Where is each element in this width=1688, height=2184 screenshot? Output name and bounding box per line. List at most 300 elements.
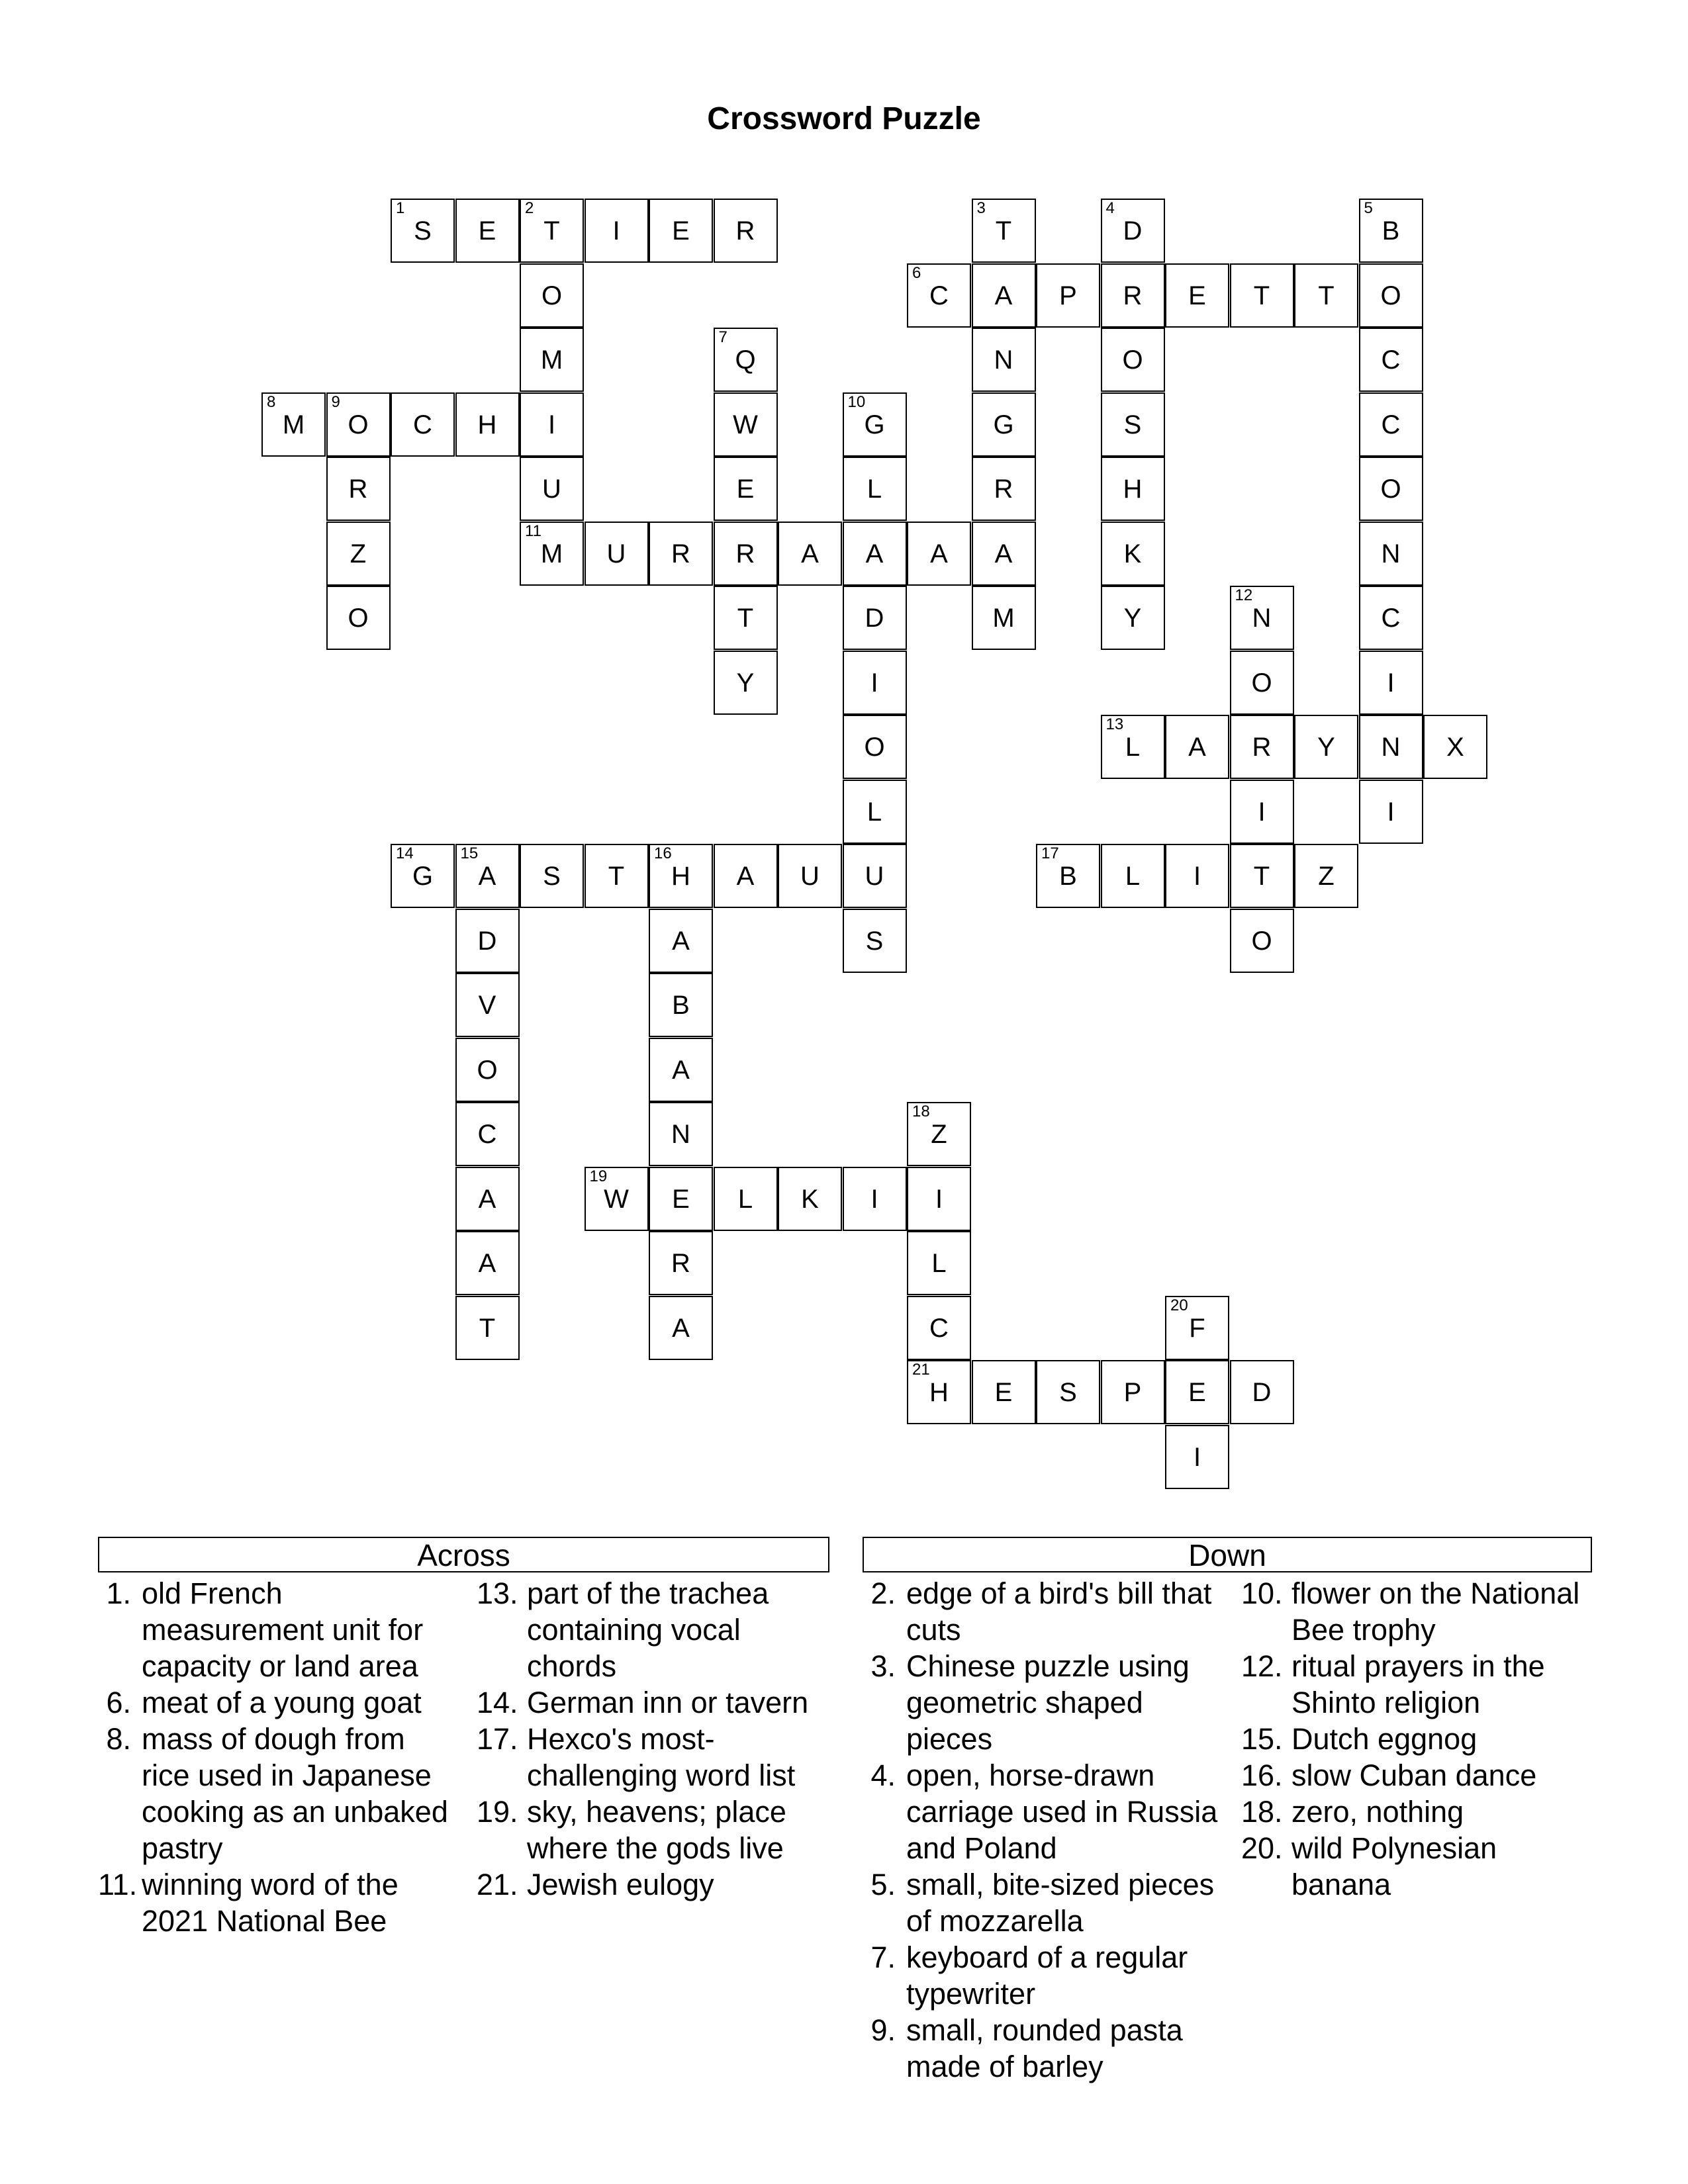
cell-letter: G bbox=[993, 410, 1014, 439]
cell-letter: L bbox=[931, 1249, 947, 1278]
clue-number: 14 bbox=[396, 844, 414, 862]
cell-letter: U bbox=[606, 539, 626, 569]
across-clue bbox=[98, 1866, 455, 1939]
cell-letter: A bbox=[865, 539, 884, 569]
down-clue bbox=[1241, 1830, 1599, 1903]
clue-number: 17 bbox=[1041, 844, 1059, 862]
clue-text: winning word of the 2021 National Bee bbox=[142, 1868, 399, 1938]
cell-letter: C bbox=[413, 410, 432, 439]
grid-cell[interactable] bbox=[455, 1231, 520, 1295]
grid-cell[interactable] bbox=[972, 457, 1036, 521]
grid-cell[interactable] bbox=[520, 457, 584, 521]
grid-cell[interactable] bbox=[649, 199, 713, 263]
grid-cell[interactable] bbox=[585, 1167, 649, 1231]
grid-cell[interactable] bbox=[649, 1167, 713, 1231]
grid-cell[interactable] bbox=[843, 844, 907, 908]
cell-letter: T bbox=[543, 216, 560, 246]
grid-cell[interactable] bbox=[972, 199, 1036, 263]
clue-number: 19 bbox=[589, 1167, 608, 1185]
grid-cell[interactable] bbox=[1165, 715, 1229, 779]
cell-letter: K bbox=[1123, 539, 1142, 569]
clue-num: 17. bbox=[477, 1722, 518, 1756]
cell-letter: O bbox=[477, 1055, 498, 1085]
cell-letter: P bbox=[1059, 281, 1077, 310]
cell-letter: Y bbox=[736, 668, 755, 698]
cell-letter: F bbox=[1189, 1313, 1205, 1343]
grid-cell[interactable] bbox=[1101, 1360, 1165, 1424]
grid-cell[interactable] bbox=[972, 586, 1036, 650]
across-clue bbox=[477, 1721, 834, 1794]
cell-letter: B bbox=[672, 991, 690, 1020]
grid-cell[interactable] bbox=[1101, 844, 1165, 908]
clue-text: slow Cuban dance bbox=[1291, 1758, 1537, 1792]
grid-cell[interactable] bbox=[1230, 909, 1294, 973]
cell-letter: I bbox=[612, 216, 620, 246]
clue-num: 12. bbox=[1241, 1649, 1283, 1683]
cell-letter: Y bbox=[1317, 733, 1335, 762]
cell-letter: R bbox=[1252, 733, 1272, 762]
clue-text: sky, heavens; place where the gods live bbox=[527, 1795, 786, 1865]
clue-num: 3. bbox=[870, 1649, 896, 1683]
cell-letter: D bbox=[1252, 1378, 1272, 1407]
grid-cell[interactable] bbox=[1359, 780, 1423, 844]
grid-cell[interactable] bbox=[391, 199, 455, 263]
grid-cell[interactable] bbox=[907, 522, 971, 586]
clue-number: 1 bbox=[396, 199, 405, 217]
cell-letter: T bbox=[1253, 862, 1270, 891]
grid-cell[interactable] bbox=[843, 909, 907, 973]
clue-num: 9. bbox=[870, 2013, 896, 2047]
clue-number: 16 bbox=[654, 844, 672, 862]
down-clue bbox=[863, 2012, 1220, 2085]
clue-text: part of the trachea containing vocal chords bbox=[527, 1576, 769, 1683]
across-clue bbox=[98, 1721, 455, 1866]
grid-cell[interactable] bbox=[1359, 199, 1423, 263]
cell-letter: O bbox=[348, 410, 369, 439]
grid-cell[interactable] bbox=[649, 522, 713, 586]
clue-number: 6 bbox=[912, 263, 921, 282]
grid-cell[interactable] bbox=[1101, 522, 1165, 586]
across-clue bbox=[477, 1575, 834, 1684]
grid-cell[interactable] bbox=[714, 457, 778, 521]
grid-cell[interactable] bbox=[843, 522, 907, 586]
grid-cell[interactable] bbox=[1101, 328, 1165, 392]
cell-letter: M bbox=[540, 345, 563, 375]
cell-letter: H bbox=[929, 1378, 949, 1407]
grid-cell[interactable] bbox=[1101, 199, 1165, 263]
cell-letter: D bbox=[865, 604, 884, 633]
grid-cell[interactable] bbox=[261, 392, 326, 457]
grid-cell[interactable] bbox=[455, 973, 520, 1037]
cell-letter: E bbox=[1188, 281, 1206, 310]
grid-cell[interactable] bbox=[455, 844, 520, 908]
grid-cell[interactable] bbox=[714, 392, 778, 457]
cell-letter: E bbox=[478, 216, 496, 246]
cell-letter: D bbox=[1123, 216, 1143, 246]
cell-letter: N bbox=[1381, 539, 1401, 569]
grid-cell[interactable] bbox=[1359, 586, 1423, 650]
cell-letter: I bbox=[870, 1184, 878, 1214]
grid-cell[interactable] bbox=[520, 392, 584, 457]
grid-cell[interactable] bbox=[1101, 586, 1165, 650]
grid-cell[interactable] bbox=[455, 1167, 520, 1231]
clue-text: edge of a bird's bill that cuts bbox=[906, 1576, 1212, 1647]
clue-number: 4 bbox=[1105, 199, 1115, 217]
cell-letter: I bbox=[935, 1184, 943, 1214]
cell-letter: C bbox=[929, 1313, 949, 1343]
grid-cell[interactable] bbox=[907, 1231, 971, 1295]
cell-letter: R bbox=[1123, 281, 1143, 310]
down-clue bbox=[863, 1939, 1220, 2012]
grid-cell[interactable] bbox=[714, 328, 778, 392]
clue-num: 20. bbox=[1241, 1831, 1283, 1865]
clue-num: 14. bbox=[477, 1686, 518, 1719]
grid-cell[interactable] bbox=[1036, 1360, 1100, 1424]
cell-letter: R bbox=[348, 475, 368, 504]
cell-letter: M bbox=[992, 604, 1015, 633]
cell-letter: C bbox=[477, 1120, 497, 1149]
cell-letter: X bbox=[1446, 733, 1464, 762]
grid-cell[interactable] bbox=[843, 457, 907, 521]
clue-num: 21. bbox=[477, 1868, 518, 1901]
grid-cell[interactable] bbox=[520, 844, 584, 908]
grid-cell[interactable] bbox=[391, 844, 455, 908]
cell-letter: H bbox=[477, 410, 497, 439]
cell-letter: R bbox=[735, 216, 755, 246]
down-clue bbox=[1241, 1575, 1599, 1648]
grid-cell[interactable] bbox=[1036, 844, 1100, 908]
grid-cell[interactable] bbox=[843, 1167, 907, 1231]
down-clue bbox=[863, 1648, 1220, 1757]
grid-cell[interactable] bbox=[455, 909, 520, 973]
cell-letter: B bbox=[1059, 862, 1077, 891]
grid-cell[interactable] bbox=[1230, 263, 1294, 328]
grid-cell[interactable] bbox=[972, 263, 1036, 328]
clue-number: 3 bbox=[976, 199, 986, 217]
clue-num: 6. bbox=[106, 1686, 131, 1719]
cell-letter: R bbox=[735, 539, 755, 569]
cell-letter: G bbox=[864, 410, 885, 439]
cell-letter: L bbox=[1125, 862, 1141, 891]
grid-cell[interactable] bbox=[714, 199, 778, 263]
grid-cell[interactable] bbox=[1230, 1360, 1294, 1424]
down-clue bbox=[863, 1575, 1220, 1648]
down-clues-column-1 bbox=[863, 1575, 1220, 2085]
clue-number: 8 bbox=[267, 392, 276, 411]
grid-cell[interactable] bbox=[1165, 1425, 1229, 1489]
grid-cell[interactable] bbox=[391, 392, 455, 457]
grid-cell[interactable] bbox=[1359, 328, 1423, 392]
cell-letter: E bbox=[994, 1378, 1013, 1407]
grid-cell[interactable] bbox=[843, 392, 907, 457]
cell-letter: A bbox=[672, 1055, 690, 1085]
grid-cell[interactable] bbox=[1165, 844, 1229, 908]
across-clues-column-1 bbox=[98, 1575, 455, 1939]
clue-number: 21 bbox=[912, 1361, 930, 1379]
grid-cell[interactable] bbox=[843, 651, 907, 715]
down-clue bbox=[863, 1757, 1220, 1866]
clue-num: 8. bbox=[106, 1722, 131, 1756]
grid-cell[interactable] bbox=[907, 1102, 971, 1166]
clue-number: 2 bbox=[525, 199, 534, 217]
cell-letter: I bbox=[547, 410, 556, 439]
clue-num: 5. bbox=[870, 1868, 896, 1901]
grid-cell[interactable] bbox=[455, 199, 520, 263]
cell-letter: S bbox=[1123, 410, 1142, 439]
across-clue bbox=[98, 1575, 455, 1684]
grid-cell[interactable] bbox=[1359, 522, 1423, 586]
cell-letter: B bbox=[1382, 216, 1400, 246]
grid-cell[interactable] bbox=[326, 392, 391, 457]
cell-letter: O bbox=[1380, 281, 1401, 310]
clue-num: 11. bbox=[98, 1868, 138, 1901]
cell-letter: L bbox=[737, 1184, 753, 1214]
clue-num: 19. bbox=[477, 1795, 518, 1829]
grid-cell[interactable] bbox=[649, 1038, 713, 1102]
cell-letter: S bbox=[414, 216, 432, 246]
cell-letter: A bbox=[994, 539, 1013, 569]
cell-letter: I bbox=[1387, 668, 1395, 698]
cell-letter: R bbox=[994, 475, 1013, 504]
clue-text: small, rounded pasta made of barley bbox=[906, 2013, 1183, 2083]
cell-letter: P bbox=[1123, 1378, 1142, 1407]
clue-text: small, bite-sized pieces of mozzarella bbox=[906, 1868, 1215, 1938]
grid-cell[interactable] bbox=[1359, 651, 1423, 715]
cell-letter: C bbox=[1381, 604, 1401, 633]
grid-cell[interactable] bbox=[843, 586, 907, 650]
cell-letter: H bbox=[1123, 475, 1143, 504]
clue-number: 15 bbox=[460, 844, 479, 862]
grid-cell[interactable] bbox=[907, 1360, 971, 1424]
grid-cell[interactable] bbox=[714, 522, 778, 586]
cell-letter: A bbox=[478, 1249, 496, 1278]
cell-letter: R bbox=[671, 1249, 690, 1278]
grid-cell[interactable] bbox=[1294, 263, 1358, 328]
clue-num: 13. bbox=[477, 1576, 518, 1610]
cell-letter: G bbox=[412, 862, 434, 891]
grid-cell[interactable] bbox=[520, 522, 584, 586]
cell-letter: A bbox=[801, 539, 819, 569]
grid-cell[interactable] bbox=[843, 715, 907, 779]
grid-cell[interactable] bbox=[1359, 263, 1423, 328]
grid-cell[interactable] bbox=[455, 1038, 520, 1102]
cell-letter: A bbox=[930, 539, 948, 569]
cell-letter: A bbox=[672, 926, 690, 956]
grid-cell[interactable] bbox=[1294, 715, 1358, 779]
cell-letter: E bbox=[1188, 1378, 1206, 1407]
grid-cell[interactable] bbox=[907, 1167, 971, 1231]
page-title: Crossword Puzzle bbox=[707, 101, 981, 136]
grid-cell[interactable] bbox=[455, 1102, 520, 1166]
cell-letter: K bbox=[801, 1184, 819, 1214]
grid-cell[interactable] bbox=[1230, 586, 1294, 650]
clue-num: 15. bbox=[1241, 1722, 1283, 1756]
clue-text: Chinese puzzle using geometric shaped pieces bbox=[906, 1649, 1190, 1756]
cell-letter: A bbox=[478, 1184, 496, 1214]
grid-cell[interactable] bbox=[520, 263, 584, 328]
grid-cell[interactable] bbox=[1101, 715, 1165, 779]
grid-cell[interactable] bbox=[649, 1102, 713, 1166]
clue-num: 7. bbox=[870, 1940, 896, 1974]
grid-cell[interactable] bbox=[778, 844, 842, 908]
grid-cell[interactable] bbox=[1165, 1360, 1229, 1424]
cell-letter: C bbox=[1381, 345, 1401, 375]
grid-cell[interactable] bbox=[649, 909, 713, 973]
grid-cell[interactable] bbox=[326, 586, 391, 650]
cell-letter: O bbox=[864, 733, 885, 762]
clue-text: Jewish eulogy bbox=[527, 1868, 714, 1901]
cell-letter: T bbox=[1318, 281, 1335, 310]
clue-text: wild Polynesian banana bbox=[1291, 1831, 1497, 1901]
grid-cell[interactable] bbox=[907, 263, 971, 328]
grid-cell[interactable] bbox=[714, 651, 778, 715]
cell-letter: E bbox=[736, 475, 755, 504]
grid-cell[interactable] bbox=[778, 1167, 842, 1231]
grid-cell[interactable] bbox=[1359, 715, 1423, 779]
grid-cell[interactable] bbox=[778, 522, 842, 586]
across-clue bbox=[98, 1684, 455, 1721]
grid-cell[interactable] bbox=[1165, 1296, 1229, 1360]
cell-letter: O bbox=[348, 604, 369, 633]
across-clue bbox=[477, 1794, 834, 1866]
grid-cell[interactable] bbox=[1101, 392, 1165, 457]
cell-letter: M bbox=[540, 539, 563, 569]
grid-cell[interactable] bbox=[649, 844, 713, 908]
grid-cell[interactable] bbox=[1294, 844, 1358, 908]
grid-cell[interactable] bbox=[585, 199, 649, 263]
clue-text: mass of dough from rice used in Japanese cooking as an unbaked pastry bbox=[142, 1722, 448, 1865]
cell-letter: M bbox=[282, 410, 305, 439]
grid-cell[interactable] bbox=[1230, 844, 1294, 908]
grid-cell[interactable] bbox=[714, 844, 778, 908]
grid-cell[interactable] bbox=[1359, 392, 1423, 457]
grid-cell[interactable] bbox=[843, 780, 907, 844]
cell-letter: T bbox=[1253, 281, 1270, 310]
cell-letter: U bbox=[800, 862, 820, 891]
cell-letter: T bbox=[737, 604, 754, 633]
grid-cell[interactable] bbox=[1101, 263, 1165, 328]
cell-letter: A bbox=[736, 862, 755, 891]
grid-cell[interactable] bbox=[455, 1296, 520, 1360]
clue-num: 10. bbox=[1241, 1576, 1283, 1610]
grid-cell[interactable] bbox=[326, 457, 391, 521]
cell-letter: I bbox=[1387, 797, 1395, 827]
clue-num: 16. bbox=[1241, 1758, 1283, 1792]
clue-num: 4. bbox=[870, 1758, 896, 1792]
cell-letter: Z bbox=[1318, 862, 1335, 891]
grid-cell[interactable] bbox=[520, 328, 584, 392]
cell-letter: D bbox=[477, 926, 497, 956]
grid-cell[interactable] bbox=[649, 1296, 713, 1360]
cell-letter: Y bbox=[1123, 604, 1142, 633]
grid-cell[interactable] bbox=[520, 199, 584, 263]
grid-cell[interactable] bbox=[972, 392, 1036, 457]
cell-letter: E bbox=[672, 216, 690, 246]
grid-cell[interactable] bbox=[714, 586, 778, 650]
cell-letter: A bbox=[478, 862, 496, 891]
grid-cell[interactable] bbox=[1230, 715, 1294, 779]
down-header: Down bbox=[863, 1537, 1592, 1572]
cell-letter: O bbox=[1380, 475, 1401, 504]
grid-cell[interactable] bbox=[907, 1296, 971, 1360]
cell-letter: O bbox=[541, 281, 563, 310]
clue-num: 18. bbox=[1241, 1795, 1283, 1829]
cell-letter: S bbox=[865, 926, 884, 956]
cell-letter: T bbox=[479, 1313, 496, 1343]
cell-letter: N bbox=[1381, 733, 1401, 762]
grid-cell[interactable] bbox=[1036, 263, 1100, 328]
cell-letter: I bbox=[870, 668, 878, 698]
grid-cell[interactable] bbox=[1230, 780, 1294, 844]
clue-text: flower on the National Bee trophy bbox=[1291, 1576, 1580, 1647]
clue-text: Dutch eggnog bbox=[1291, 1722, 1477, 1756]
cell-letter: R bbox=[671, 539, 690, 569]
grid-cell[interactable] bbox=[585, 844, 649, 908]
across-header: Across bbox=[98, 1537, 829, 1572]
grid-cell[interactable] bbox=[649, 973, 713, 1037]
cell-letter: S bbox=[1059, 1378, 1077, 1407]
clue-number: 11 bbox=[525, 522, 541, 540]
cell-letter: O bbox=[1122, 345, 1143, 375]
clue-text: ritual prayers in the Shinto religion bbox=[1291, 1649, 1545, 1719]
cell-letter: A bbox=[672, 1313, 690, 1343]
grid-cell[interactable] bbox=[649, 1231, 713, 1295]
grid-cell[interactable] bbox=[972, 1360, 1036, 1424]
clue-number: 5 bbox=[1364, 199, 1373, 217]
clue-num: 1. bbox=[106, 1576, 131, 1610]
grid-cell[interactable] bbox=[972, 522, 1036, 586]
cell-letter: A bbox=[994, 281, 1013, 310]
cell-letter: N bbox=[994, 345, 1013, 375]
grid-cell[interactable] bbox=[1359, 457, 1423, 521]
down-clues-column-2 bbox=[1241, 1575, 1599, 1903]
clue-number: 13 bbox=[1105, 715, 1124, 733]
grid-cell[interactable] bbox=[972, 328, 1036, 392]
cell-letter: U bbox=[542, 475, 561, 504]
cell-letter: Z bbox=[350, 539, 367, 569]
cell-letter: L bbox=[867, 475, 882, 504]
grid-cell[interactable] bbox=[1230, 651, 1294, 715]
down-clue bbox=[863, 1866, 1220, 1939]
cell-letter: T bbox=[995, 216, 1012, 246]
clue-text: open, horse-drawn carriage used in Russia and Poland bbox=[906, 1758, 1218, 1865]
grid-cell[interactable] bbox=[714, 1167, 778, 1231]
clue-number: 9 bbox=[331, 392, 340, 411]
cell-letter: W bbox=[733, 410, 758, 439]
clue-number: 12 bbox=[1235, 586, 1253, 604]
clue-num: 2. bbox=[870, 1576, 896, 1610]
cell-letter: V bbox=[478, 991, 496, 1020]
clue-text: Hexco's most-challenging word list bbox=[527, 1722, 796, 1792]
cell-letter: W bbox=[604, 1184, 629, 1214]
cell-letter: C bbox=[1381, 410, 1401, 439]
clue-text: meat of a young goat bbox=[142, 1686, 422, 1719]
cell-letter: U bbox=[865, 862, 884, 891]
grid-cell[interactable] bbox=[1165, 263, 1229, 328]
cell-letter: I bbox=[1258, 797, 1266, 827]
grid-cell[interactable] bbox=[1101, 457, 1165, 521]
grid-cell[interactable] bbox=[326, 522, 391, 586]
cell-letter: Q bbox=[735, 345, 756, 375]
clue-text: German inn or tavern bbox=[527, 1686, 809, 1719]
grid-cell[interactable] bbox=[1423, 715, 1487, 779]
cell-letter: I bbox=[1193, 862, 1201, 891]
grid-cell[interactable] bbox=[455, 392, 520, 457]
cell-letter: L bbox=[1125, 733, 1141, 762]
cell-letter: H bbox=[671, 862, 690, 891]
cell-letter: Z bbox=[931, 1120, 947, 1149]
grid-cell[interactable] bbox=[585, 522, 649, 586]
